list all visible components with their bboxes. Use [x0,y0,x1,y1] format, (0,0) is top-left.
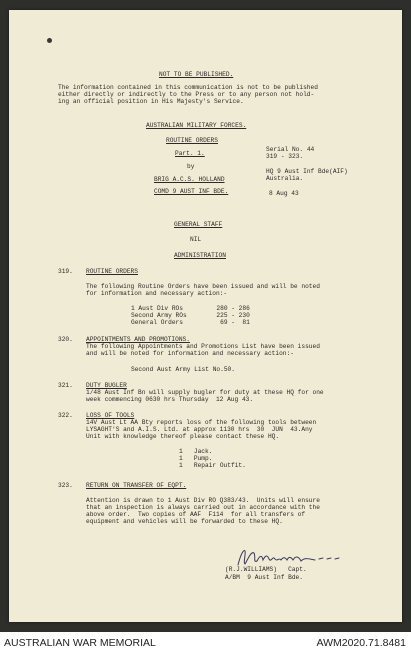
section-body-line: Attention is drawn to 1 Aust Div RO Q383/43. Units will ensure [86,497,320,504]
administration-heading: ADMINISTRATION [174,252,226,259]
notice-line-1: The information contained in this communication is not to be published [58,84,318,91]
serial-range: 319 - 323. [266,153,304,160]
section-body-line: week commencing 0630 hrs Thursday 12 Aug 43. [86,396,254,403]
orders-title: ROUTINE ORDERS [166,137,218,144]
section-body-line: The following Routine Orders have been issued and will be noted [86,283,320,290]
section-body-line: The following Appointments and Promotions List have been issued [86,343,320,350]
section-list-item: General Orders 69 - 81 [131,319,250,326]
nil-label: NIL [190,236,202,243]
punch-hole [47,38,52,43]
section-list-item: Second Aust Army List No.50. [131,366,235,373]
section-list-item: 1 Jack. [179,448,213,455]
general-staff-heading: GENERAL STAFF [174,221,223,228]
date: 8 Aug 43 [269,190,299,197]
section-title: ROUTINE ORDERS [86,268,138,275]
section-list-item: Second Army ROs 225 - 230 [131,312,250,319]
section-body-line: for information and necessary action:- [86,290,228,297]
section-body-line: 1/48 Aust Inf Bn will supply bugler for duty at these HQ for one [86,389,324,396]
archive-footer [0,632,411,653]
section-number: 320. [58,336,73,343]
section-body-line: above order. Two copies of AAF F114 for all transfers of [86,511,306,518]
section-title: DUTY BUGLER [86,382,127,389]
section-number: 323. [58,482,73,489]
serial-number: Serial No. 44 [266,146,315,153]
footer-catalog-id: AWM2020.71.8481 [316,637,406,649]
footer-institution: AUSTRALIAN WAR MEMORIAL [4,637,156,649]
notice-line-2: either directly or indirectly to the Press or to any person not hold- [58,91,315,98]
section-number: 319. [58,268,73,275]
section-body-line: 14V Aust Lt AA Bty reports loss of the following tools between [86,419,317,426]
section-list-item: 1 Pump. [179,455,213,462]
signature-name: (R.J.WILLIAMS) Capt. [225,566,307,573]
section-body-line: Unit with knowledge thereof please contact these HQ. [86,433,280,440]
section-title: APPOINTMENTS AND PROMOTIONS. [86,336,190,343]
section-title: LOSS OF TOOLS [86,412,135,419]
command: COMD 9 AUST INF BDE. [154,188,229,195]
section-body-line: LYSAGHT'S and A.I.S. Ltd. at approx 1130 hrs 30 JUN 43.Any [86,426,313,433]
section-number: 322. [58,412,73,419]
section-number: 321. [58,382,73,389]
hq-line-1: HQ 9 Aust Inf Bde(AIF) [266,168,348,175]
force-title: AUSTRALIAN MILITARY FORCES. [146,122,247,129]
section-list-item: 1 Aust Div ROs 280 - 286 [131,305,250,312]
by-label: by [187,163,195,170]
notice-line-3: ing an official position in His Majesty's Service. [58,98,244,105]
section-body-line: equipment and vehicles will be forwarded to these HQ. [86,518,283,525]
part-label: Part. 1. [175,150,205,157]
section-body-line: that an inspection is always carried out in accordance with the [86,504,320,511]
hq-line-2: Australia. [266,175,304,182]
section-list-item: 1 Repair Outfit. [179,462,246,469]
heading: NOT TO BE PUBLISHED. [159,71,234,78]
signature-title: A/BM 9 Aust Inf Bde. [225,574,303,581]
section-title: RETURN ON TRANSFER OF EQPT. [86,482,187,489]
section-body-line: and will be noted for information and necessary action:- [86,350,294,357]
commander: BRIG A.C.S. HOLLAND [154,176,225,183]
document-page [9,10,402,622]
